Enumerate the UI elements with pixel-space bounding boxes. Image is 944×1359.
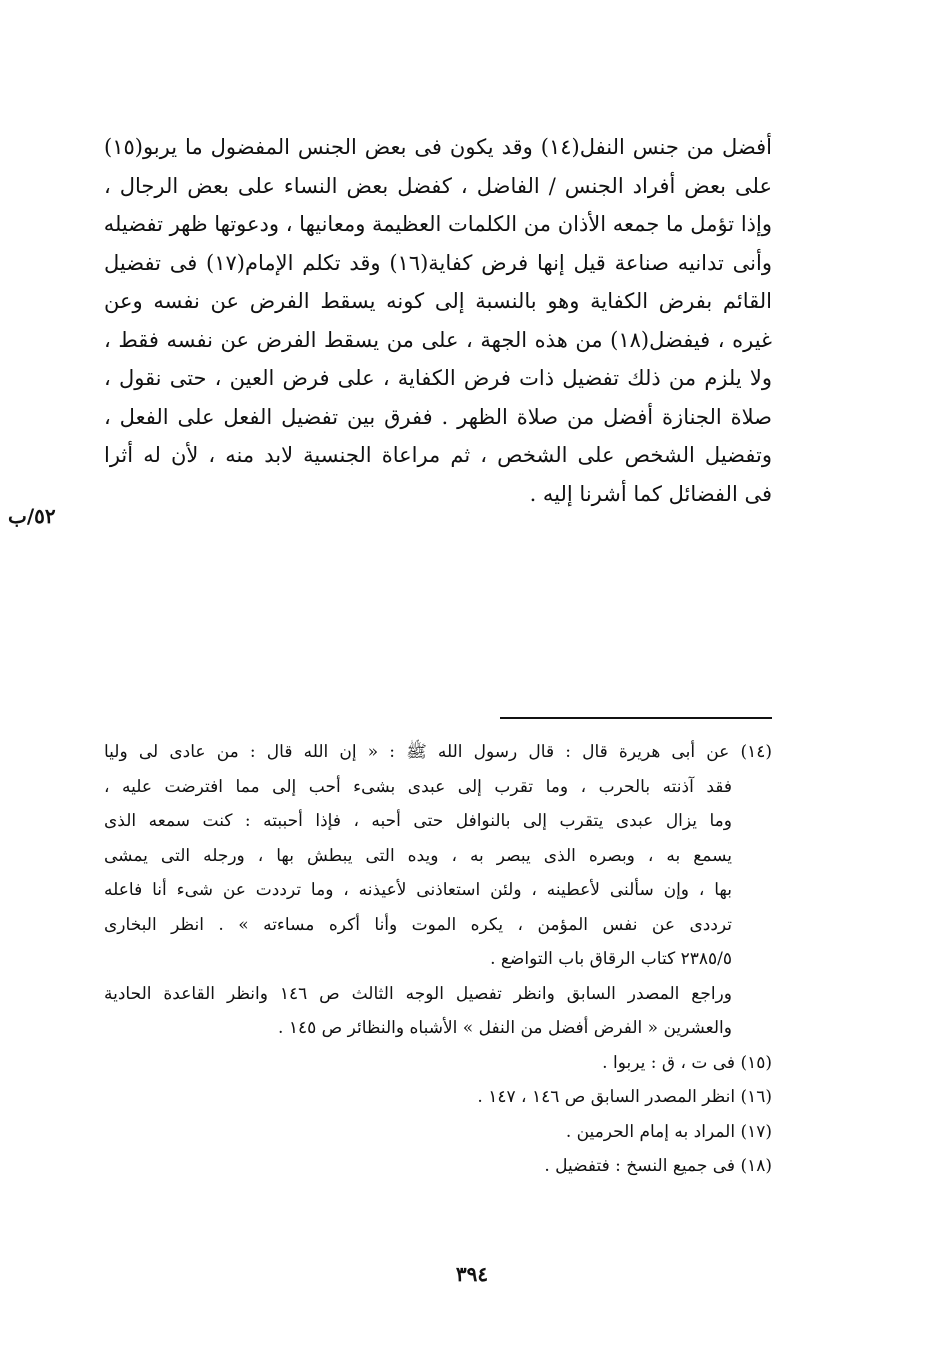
footnote-line: بها ، وإن سألنى لأعطينه ، ولئن استعاذنى لأعيذنه ، وما ترددت عن شىء أنا فاعله [104, 880, 732, 900]
manuscript-folio-marker: ٥٢/ب [8, 504, 56, 528]
footnote-15: (١٥) فى ت ، ق : يربوا . [602, 1052, 772, 1073]
main-text-line: وإذا تؤمل ما جمعه الأذان من الكلمات العظيمة ومعانيها ، ودعوتها ظهر تفضيله [104, 212, 772, 236]
main-text-line: وأنى تدانيه صناعة قيل إنها فرض كفاية(١٦) وقد تكلم الإمام(١٧) فى تفضيل [104, 250, 772, 275]
footnote-17: (١٧) المراد به إمام الحرمين . [565, 1121, 772, 1142]
footnote-line: ٢٣٨٥/٥ كتاب الرقاق باب التواضع . [490, 949, 732, 969]
main-text-line: ولا يلزم من ذلك تفضيل ذات فرض الكفاية ، على فرض العين ، حتى نقول ، [104, 366, 772, 390]
footnote-18: (١٨) فى جميع النسخ : فتفضيل . [544, 1156, 772, 1176]
footnote-14 [104, 735, 772, 1046]
main-text-block [104, 128, 772, 513]
page-number: ٣٩٤ [455, 1262, 489, 1286]
main-text-line: غيره ، فيفضل(١٨) من هذه الجهة ، على من يسقط الفرض عن نفسه فقط ، [104, 327, 772, 352]
footnote-separator [500, 717, 772, 719]
footnote-line: وما يزال عبدى يتقرب إلى بالنوافل حتى أحبه ، فإذا أحببته : كنت سمعه الذى [104, 811, 732, 831]
main-text-line: أفضل من جنس النفل(١٤) وقد يكون فى بعض الجنس المفضول ما يربو(١٥) [104, 135, 772, 159]
footnote-line: وراجع المصدر السابق وانظر تفصيل الوجه الثالث ص ١٤٦ وانظر القاعدة الحادية [104, 983, 732, 1004]
footnote-line: ترددى عن نفس المؤمن ، يكره الموت وأنا أكره مساءته » . انظر البخارى [104, 914, 732, 935]
main-text-line: فى الفضائل كما أشرنا إليه . [529, 481, 772, 506]
footnotes-block [104, 735, 772, 1184]
main-text-line: صلاة الجنازة أفضل من صلاة الظهر . ففرق بين تفضيل الفعل على الفعل ، [104, 404, 772, 429]
footnote-line: فقد آذنته بالحرب ، وما تقرب إلى عبدى بشىء أحب إلى مما افترضت عليه ، [104, 776, 732, 797]
footnote-line: والعشرين « الفرض أفضل من النفل » الأشباه والنظائر ص ١٤٥ . [278, 1018, 732, 1038]
footnote-16: (١٦) انظر المصدر السابق ص ١٤٦ ، ١٤٧ . [477, 1087, 772, 1107]
main-text-line: القائم بفرض الكفاية وهو بالنسبة إلى كونه يسقط الفرض عن نفسه وعن [104, 289, 772, 313]
main-text-line: على بعض أفراد الجنس / الفاضل ، كفضل بعض النساء على بعض الرجال ، [104, 173, 772, 198]
footnote-line: (١٤) عن أبى هريرة قال : قال رسول الله ﷺ : « إن الله قال : من عادى لى وليا [104, 742, 772, 762]
main-text-line: وتفضيل الشخص على الشخص ، ثم مراعاة الجنسية لابد منه ، لأن له أثرا [104, 443, 772, 467]
footnote-line: يسمع به ، وبصره الذى يبصر به ، ويده التى يبطش بها ، ورجله التى يمشى [104, 845, 732, 866]
